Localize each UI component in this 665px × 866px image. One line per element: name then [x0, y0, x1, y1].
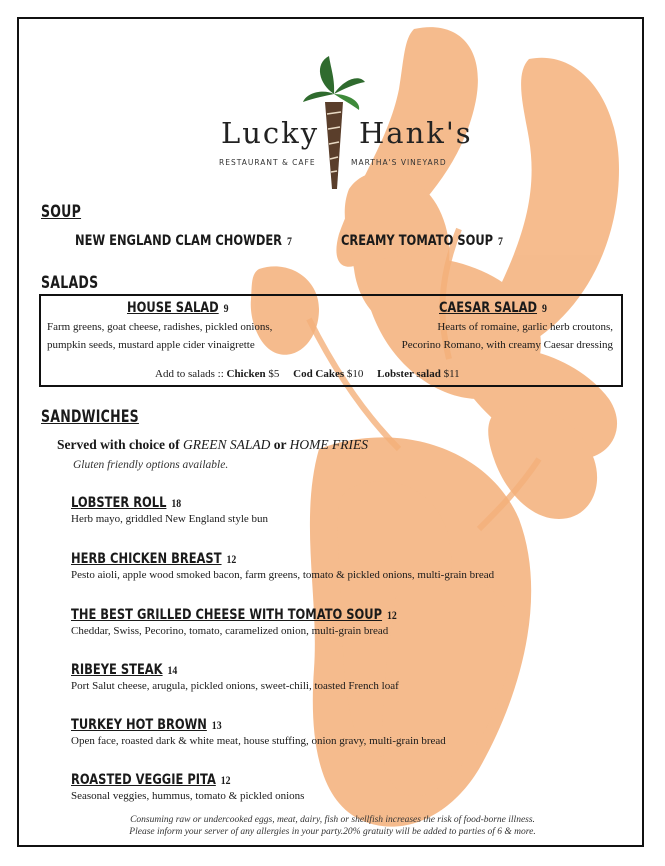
- brand-name-left: Lucky: [221, 116, 320, 150]
- footer-line-2: Please inform your server of any allergies in your party.20% gratuity will be added to parties of 6 & more.: [129, 827, 536, 837]
- sandwich-item-desc: Open face, roasted dark & white meat, house stuffing, onion gravy, multi-grain bread: [71, 735, 446, 747]
- sandwiches-section-title: SANDWICHES: [41, 407, 139, 427]
- sandwiches-served-with: [57, 437, 368, 453]
- addon-chicken: Chicken: [226, 368, 266, 380]
- served-or: or: [273, 437, 287, 452]
- item-name: CAESAR SALAD: [439, 300, 538, 316]
- menu-page: [17, 17, 644, 847]
- addon-chicken-price: $5: [268, 368, 280, 380]
- item-name: HERB CHICKEN BREAST: [71, 551, 222, 567]
- salad-addons: [155, 368, 460, 380]
- addon-lobster-price: $11: [443, 368, 460, 380]
- served-prefix: Served with choice of: [57, 437, 180, 452]
- addon-codcakes: Cod Cakes: [293, 368, 345, 380]
- item-price: 18: [171, 496, 182, 510]
- brand-sub-left: RESTAURANT & CAFE: [219, 158, 316, 167]
- sandwich-item-title: [71, 495, 181, 511]
- sandwich-item-desc: Pesto aioli, apple wood smoked bacon, farm greens, tomato & pickled onions, multi-grain bread: [71, 569, 495, 581]
- item-price: 12: [386, 608, 397, 622]
- caesar-salad-title: [439, 300, 547, 316]
- item-name: NEW ENGLAND CLAM CHOWDER: [75, 233, 283, 249]
- item-price: 7: [498, 234, 503, 248]
- item-name: CREAMY TOMATO SOUP: [341, 233, 494, 249]
- house-salad-desc-1: Farm greens, goat cheese, radishes, pickled onions,: [47, 321, 273, 333]
- sandwich-item-title: [71, 551, 236, 567]
- footer-line-1: Consuming raw or undercooked eggs, meat, dairy, fish or shellfish increases the risk of food-borne illness.: [130, 815, 535, 825]
- item-price: 12: [220, 773, 231, 787]
- item-price: 12: [226, 552, 237, 566]
- addon-lobster: Lobster salad: [377, 368, 441, 380]
- soup-section-title: SOUP: [41, 202, 82, 222]
- served-option-1: GREEN SALAD: [182, 437, 271, 452]
- item-name: TURKEY HOT BROWN: [71, 717, 207, 733]
- sandwich-item-desc: Seasonal veggies, hummus, tomato & pickled onions: [71, 790, 305, 802]
- item-name: LOBSTER ROLL: [71, 495, 167, 511]
- sandwich-item-desc: Cheddar, Swiss, Pecorino, tomato, caramelized onion, multi-grain bread: [71, 625, 389, 637]
- sandwich-item-desc: Herb mayo, griddled New England style bun: [71, 513, 269, 525]
- item-price: 14: [167, 663, 178, 677]
- logo: [219, 54, 473, 194]
- house-salad-title: [127, 300, 229, 316]
- item-price: 13: [211, 718, 222, 732]
- item-name: RIBEYE STEAK: [71, 662, 163, 678]
- sandwich-item-title: [71, 662, 177, 678]
- item-name: THE BEST GRILLED CHEESE WITH TOMATO SOUP: [71, 607, 383, 623]
- item-price: 7: [286, 234, 292, 248]
- item-name: ROASTED VEGGIE PITA: [71, 772, 216, 788]
- sandwich-item-title: [71, 772, 231, 788]
- item-price: 9: [541, 301, 547, 315]
- gluten-note: Gluten friendly options available.: [73, 459, 229, 471]
- caesar-salad-desc-2: Pecorino Romano, with creamy Caesar dressing: [401, 339, 613, 351]
- sandwich-item-title: [71, 717, 222, 733]
- served-option-2: HOME FRIES: [289, 437, 368, 452]
- addons-prefix: Add to salads ::: [155, 368, 224, 380]
- sandwich-item-desc: Port Salut cheese, arugula, pickled onions, sweet-chili, toasted French loaf: [71, 680, 399, 692]
- brand-name-right: Hank's: [359, 116, 473, 150]
- caesar-salad-desc-1: Hearts of romaine, garlic herb croutons,: [437, 321, 613, 333]
- house-salad-desc-2: pumpkin seeds, mustard apple cider vinaigrette: [47, 339, 255, 351]
- soup-item-clam-chowder: [75, 233, 292, 249]
- item-price: 9: [223, 301, 229, 315]
- addon-codcakes-price: $10: [346, 368, 364, 380]
- brand-sub-right: MARTHA'S VINEYARD: [351, 158, 447, 167]
- salads-box: [39, 294, 623, 387]
- item-name: HOUSE SALAD: [127, 300, 219, 316]
- salads-section-title: SALADS: [41, 273, 99, 293]
- soup-item-tomato: [341, 233, 503, 249]
- sandwich-item-title: [71, 607, 397, 623]
